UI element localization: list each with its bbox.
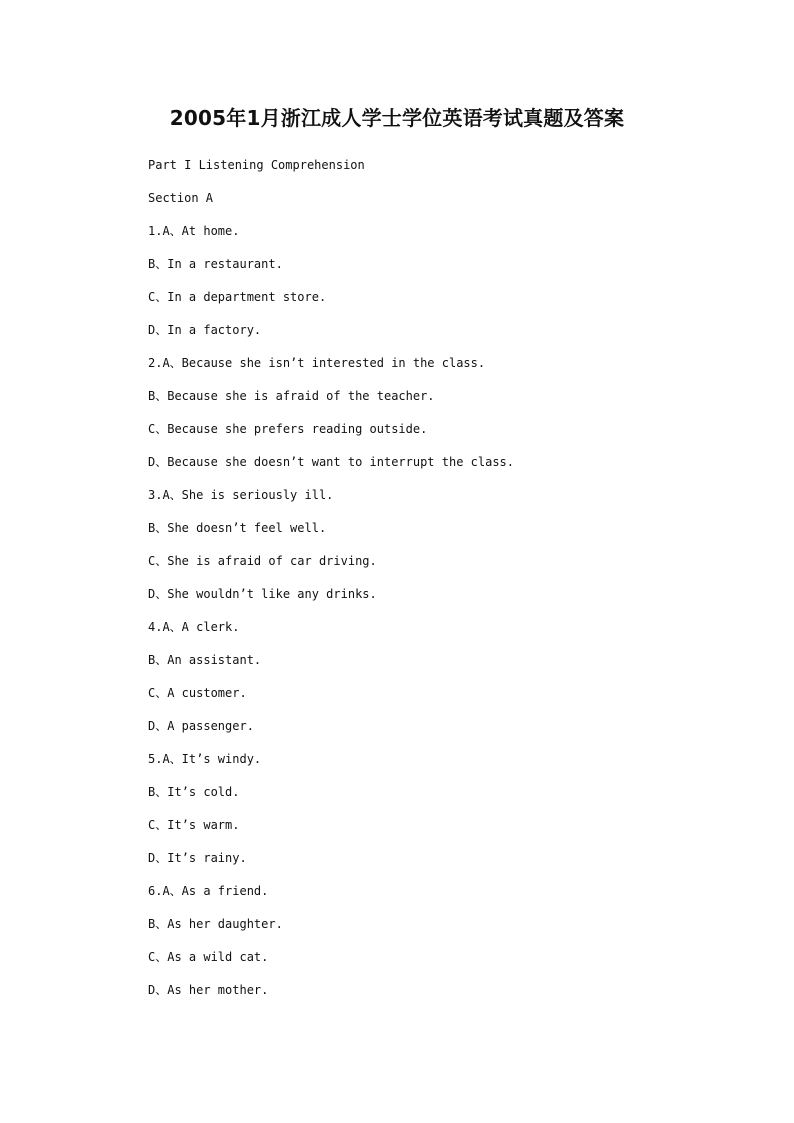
question-2-option-d: D、Because she doesn’t want to interrupt the class.: [148, 455, 515, 469]
question-4-option-a: 4.A、A clerk.: [148, 620, 240, 634]
question-1-option-d: D、In a factory.: [148, 323, 262, 337]
question-1-option-b: B、In a restaurant.: [148, 257, 283, 271]
question-2-option-a: 2.A、Because she isn’t interested in the class.: [148, 356, 486, 370]
section-heading-section-a: Section A: [148, 191, 214, 205]
question-6-option-b: B、As her daughter.: [148, 917, 283, 931]
question-6-option-a: 6.A、As a friend.: [148, 884, 269, 898]
question-1-option-a: 1.A、At home.: [148, 224, 240, 238]
question-4-option-b: B、An assistant.: [148, 653, 262, 667]
question-3-option-c: C、She is afraid of car driving.: [148, 554, 377, 568]
question-4-option-c: C、A customer.: [148, 686, 247, 700]
question-6-option-d: D、As her mother.: [148, 983, 269, 997]
question-3-option-b: B、She doesn’t feel well.: [148, 521, 327, 535]
question-2-option-b: B、Because she is afraid of the teacher.: [148, 389, 435, 403]
section-heading-part-1: Part I Listening Comprehension: [148, 158, 365, 172]
question-5-option-b: B、It’s cold.: [148, 785, 240, 799]
question-1-option-c: C、In a department store.: [148, 290, 327, 304]
question-5-option-c: C、It’s warm.: [148, 818, 240, 832]
question-2-option-c: C、Because she prefers reading outside.: [148, 422, 428, 436]
question-3-option-a: 3.A、She is seriously ill.: [148, 488, 334, 502]
document-body: [148, 156, 668, 1014]
page-title: 2005年1月浙江成人学士学位英语考试真题及答案: [169, 106, 625, 130]
question-5-option-a: 5.A、It’s windy.: [148, 752, 262, 766]
question-6-option-c: C、As a wild cat.: [148, 950, 269, 964]
question-4-option-d: D、A passenger.: [148, 719, 254, 733]
question-5-option-d: D、It’s rainy.: [148, 851, 247, 865]
question-3-option-d: D、She wouldn’t like any drinks.: [148, 587, 377, 601]
